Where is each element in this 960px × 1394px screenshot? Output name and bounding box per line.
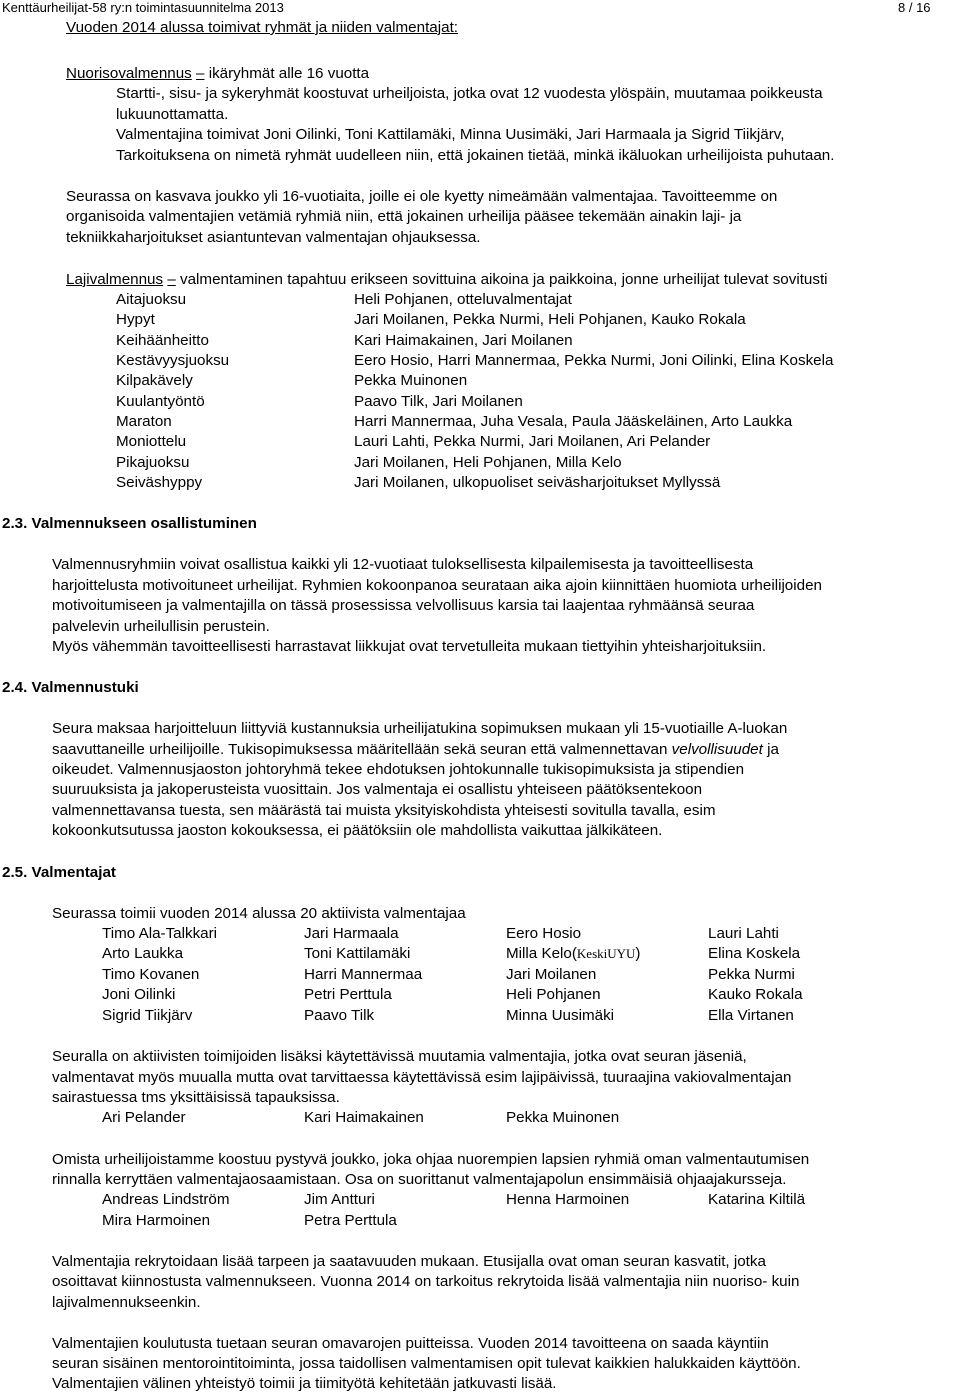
support-line-2-text: saavuttaneille urheilijoille. Tukisopimuksessa määritellään sekä seuran että valmennettavan: [52, 741, 672, 758]
additional-coaches-line-2: valmentavat myös muualla mutta ovat tarvittaessa käytettävissä esim lajipäivissä, tuuraajina vakiovalmentajan: [52, 1069, 792, 1086]
event-coaching-desc: valmentaminen tapahtuu erikseen sovittuina aikoina ja paikkoina, jonne urheilijat tulevat sovitusti: [180, 271, 828, 288]
event-coaches: Kari Haimakainen, Jari Moilanen: [354, 332, 573, 349]
coach-name: Paavo Tilk: [304, 1007, 375, 1024]
youth-line-3: Valmentajina toimivat Joni Oilinki, Toni Kattilamäki, Minna Uusimäki, Jari Harmaala ja Sigrid Tiikjärv,: [116, 126, 785, 143]
section-heading-2-5: 2.5. Valmentajat: [2, 864, 116, 881]
support-obligations-italic: velvollisuudet: [671, 741, 763, 758]
event-name: Hypyt: [116, 311, 155, 328]
event-coaches: Pekka Muinonen: [354, 372, 468, 389]
young-coach-name: Andreas Lindström: [102, 1191, 230, 1208]
coach-name: Jari Harmaala: [304, 925, 399, 942]
coaches-intro: Seurassa toimii vuoden 2014 alussa 20 aktiivista valmentajaa: [52, 905, 466, 922]
recruitment-line-3: lajivalmennukseenkin.: [52, 1294, 201, 1311]
additional-coaches-line-1: Seuralla on aktiivisten toimijoiden lisäksi käytettävissä muutamia valmentajia, jotka ovat seuran jäseniä,: [52, 1048, 747, 1065]
coach-name: Toni Kattilamäki: [304, 945, 411, 962]
event-coaches: Heli Pohjanen, otteluvalmentajat: [354, 291, 572, 308]
coach-name: Harri Mannermaa: [304, 966, 423, 983]
participation-line-5: Myös vähemmän tavoitteellisesti harrastavat liikkujat ovat tervetulleita mukaan tiettyihin yhteisharjoituksiin.: [52, 638, 767, 655]
participation-line-4: palvelevin urheilullisin perustein.: [52, 618, 270, 635]
event-coaching-label: Lajivalmennus: [66, 271, 164, 288]
section-heading-2-3: 2.3. Valmennukseen osallistuminen: [2, 515, 257, 532]
own-athletes-line-2: rinnalla kerryttäen valmentajaosaamistaan. Osa on suorittanut valmentajapolun ensimmäisiä ohjaajakursseja.: [52, 1171, 787, 1188]
coach-club: KeskiUYU: [576, 946, 636, 961]
youth-line-4: Tarkoituksena on nimetä ryhmät uudelleen niin, että jokainen tietää, minkä ikäluokan urheilijoista puhutaan.: [116, 147, 835, 164]
coach-name-kelo: [506, 944, 640, 964]
event-coaches: Harri Mannermaa, Juha Vesala, Paula Jääskeläinen, Arto Laukka: [354, 413, 793, 430]
training-line-2: seuran sisäinen mentorointitoiminta, jossa taidollisen valmentamisen opit tulevat kaikkien halukkaiden käyttöön.: [52, 1355, 801, 1372]
coach-name: Pekka Nurmi: [708, 966, 795, 983]
youth-line-2: lukuunottamatta.: [116, 106, 229, 123]
coach-name: Milla Kelo(: [506, 945, 577, 962]
coach-name: Timo Kovanen: [102, 966, 200, 983]
coach-name: Petri Perttula: [304, 986, 392, 1003]
support-line-5: valmennettavansa tuesta, sen määrästä tai muista yksityiskohdista yhteisesti sovitulla tavalla, esim: [52, 802, 716, 819]
older-athletes-line-1: Seurassa on kasvava joukko yli 16-vuotiaita, joille ei ole kyetty nimeämään valmentajaa. Tavoitteemme on: [66, 188, 778, 205]
coach-name: Minna Uusimäki: [506, 1007, 615, 1024]
support-line-1: Seura maksaa harjoitteluun liittyviä kustannuksia urheilijatukina sopimuksen mukaan yli 15-vuotiaille A-luokan: [52, 720, 788, 737]
recruitment-line-2: osoittavat kiinnostusta valmennukseen. Vuonna 2014 on tarkoitus rekrytoida lisää valmentajia niin nuoriso- kuin: [52, 1273, 800, 1290]
support-line-6: kokoonkutsutussa jaoston kokouksessa, ei päätöksiin ole mahdollista vaikuttaa jälkikäteen.: [52, 822, 663, 839]
additional-coaches-line-3: sairastuessa tms yksittäisissä tapauksissa.: [52, 1089, 340, 1106]
additional-coach-name: Kari Haimakainen: [304, 1109, 424, 1126]
event-coaches: Jari Moilanen, ulkopuoliset seiväsharjoitukset Myllyssä: [354, 474, 721, 491]
coach-name: Eero Hosio: [506, 925, 582, 942]
coach-name: Joni Oilinki: [102, 986, 176, 1003]
support-line-4: suuruuksista ja jakoperusteista vuosittain. Jos valmentaja ei osallistu yhteiseen päätöksentekoon: [52, 781, 703, 798]
youth-coaching-desc: ikäryhmät alle 16 vuotta: [208, 65, 370, 82]
young-coach-name: Henna Harmoinen: [506, 1191, 630, 1208]
participation-line-3: motivoitumiseen ja valmentajilla on tässä prosessissa velvollisuus karsia tai laajentaa ryhmäänsä seuraa: [52, 597, 755, 614]
young-coach-name: Mira Harmoinen: [102, 1212, 211, 1229]
section-heading-2-4: 2.4. Valmennustuki: [2, 679, 139, 696]
event-name: Keihäänheitto: [116, 332, 209, 349]
additional-coach-name: Ari Pelander: [102, 1109, 186, 1126]
event-coaching-line: [66, 270, 828, 290]
coach-name: Timo Ala-Talkkari: [102, 925, 218, 942]
support-line-2: [52, 740, 779, 760]
event-name: Maraton: [116, 413, 172, 430]
older-athletes-line-2: organisoida valmentajien vetämiä ryhmiä niin, että jokainen urheilija pääsee tekemään ainakin laji- ja: [66, 208, 742, 225]
event-name: Kuulantyöntö: [116, 393, 205, 410]
event-coaches: Paavo Tilk, Jari Moilanen: [354, 393, 523, 410]
event-name: Kestävyysjuoksu: [116, 352, 230, 369]
event-coaches: Jari Moilanen, Heli Pohjanen, Milla Kelo: [354, 454, 622, 471]
coach-name: Kauko Rokala: [708, 986, 803, 1003]
youth-coaching-line: [66, 64, 369, 84]
event-coaching-dash: –: [167, 271, 176, 288]
document-header-title: Kenttäurheilijat-58 ry:n toimintasuunnitelma 2013: [2, 0, 284, 15]
event-name: Moniottelu: [116, 433, 187, 450]
groups-heading: Vuoden 2014 alussa toimivat ryhmät ja niiden valmentajat:: [66, 19, 459, 36]
coach-club-close: ): [635, 945, 641, 962]
coach-name: Arto Laukka: [102, 945, 184, 962]
event-name: Aitajuoksu: [116, 291, 187, 308]
training-line-1: Valmentajien koulutusta tuetaan seuran omavarojen puitteissa. Vuoden 2014 tavoitteena on saada käyntiin: [52, 1335, 769, 1352]
additional-coach-name: Pekka Muinonen: [506, 1109, 620, 1126]
older-athletes-line-3: tekniikkaharjoitukset asiantuntevan valmentajan ohjauksessa.: [66, 229, 481, 246]
event-coaches: Jari Moilanen, Pekka Nurmi, Heli Pohjanen, Kauko Rokala: [354, 311, 746, 328]
youth-coaching-dash: –: [196, 65, 205, 82]
youth-coaching-label: Nuorisovalmennus: [66, 65, 192, 82]
event-coaches: Lauri Lahti, Pekka Nurmi, Jari Moilanen, Ari Pelander: [354, 433, 711, 450]
young-coach-name: Jim Antturi: [304, 1191, 375, 1208]
own-athletes-line-1: Omista urheilijoistamme koostuu pystyvä joukko, joka ohjaa nuorempien lapsien ryhmiä oman valmentautumisen: [52, 1151, 810, 1168]
support-line-3: oikeudet. Valmennusjaoston johtoryhmä tekee ehdotuksen johtokunnalle tukisopimuksista ja stipendien: [52, 761, 745, 778]
event-name: Kilpakävely: [116, 372, 193, 389]
event-coaches: Eero Hosio, Harri Mannermaa, Pekka Nurmi, Joni Oilinki, Elina Koskela: [354, 352, 834, 369]
page-number: 8 / 16: [898, 0, 931, 15]
coach-name: Elina Koskela: [708, 945, 801, 962]
support-line-2-end: ja: [762, 741, 779, 758]
coach-name: Lauri Lahti: [708, 925, 779, 942]
recruitment-line-1: Valmentajia rekrytoidaan lisää tarpeen ja saatavuuden mukaan. Etusijalla ovat oman seuran kasvatit, jotka: [52, 1253, 766, 1270]
coach-name: Ella Virtanen: [708, 1007, 794, 1024]
training-line-3: Valmentajien välinen yhteistyö toimii ja tiimityötä kehitetään jatkuvasti lisää.: [52, 1375, 557, 1392]
participation-line-2: harjoittelusta motivoituneet urheilijat. Ryhmien kokoonpanoa seurataan aika ajoin kiinnittäen huomiota urheilijoiden: [52, 577, 822, 594]
coach-name: Sigrid Tiikjärv: [102, 1007, 193, 1024]
coach-name: Jari Moilanen: [506, 966, 597, 983]
young-coach-name: Katarina Kiltilä: [708, 1191, 806, 1208]
young-coach-name: Petra Perttula: [304, 1212, 397, 1229]
coach-name: Heli Pohjanen: [506, 986, 601, 1003]
event-name: Seiväshyppy: [116, 474, 203, 491]
participation-line-1: Valmennusryhmiin voivat osallistua kaikki yli 12-vuotiaat tuloksellisesta kilpailemisesta ja tavoitteellisesta: [52, 556, 754, 573]
event-name: Pikajuoksu: [116, 454, 190, 471]
youth-line-1: Startti-, sisu- ja sykeryhmät koostuvat urheiljoista, jotka ovat 12 vuodesta ylöspäin, muutamaa poikkeusta: [116, 85, 823, 102]
